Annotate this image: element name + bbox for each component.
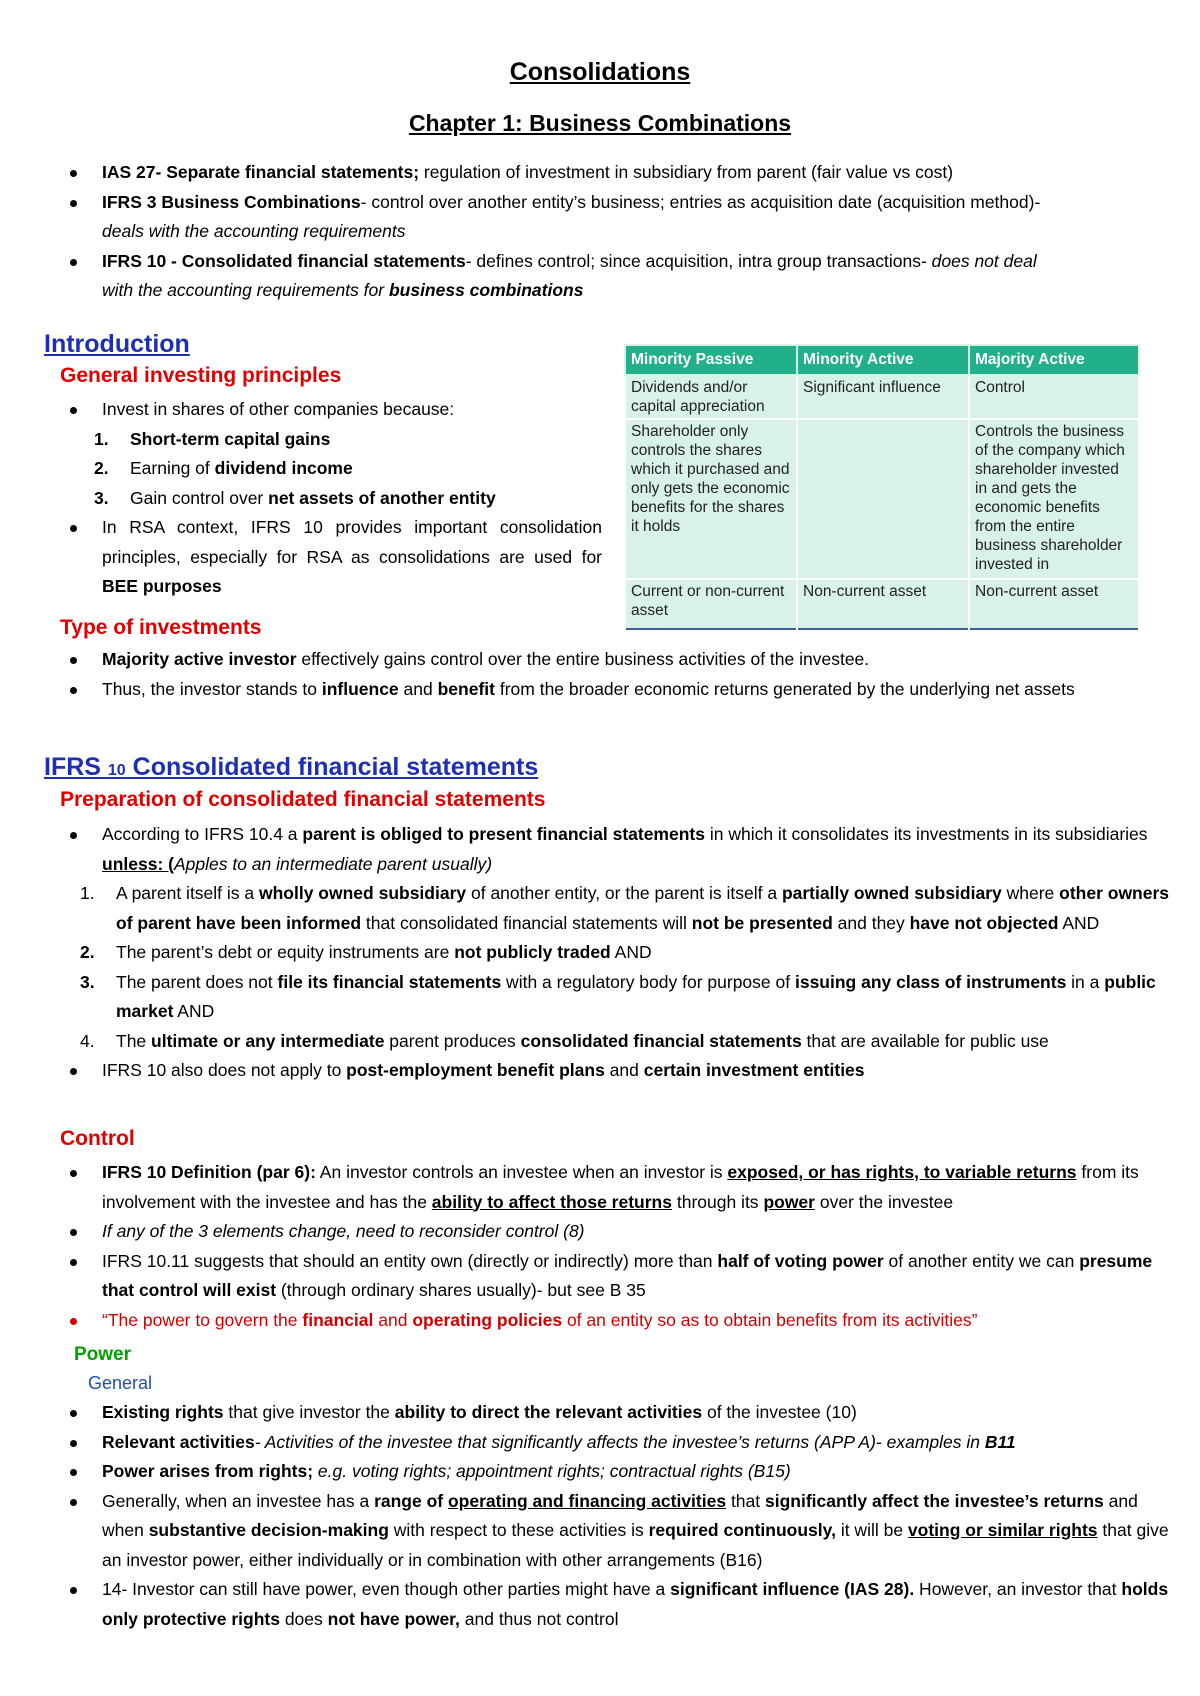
table-header-row — [625, 345, 1139, 375]
list-item: Generally, when an investee has a range of operating and financing activities that significantly affect the investee’s returns and when substantive decision-making with respect to these activities is required continuously, it will be voting or similar rights that give an investor power, either individually or in combination with other arrangements (B16) — [62, 1487, 1182, 1576]
investment-types-heading: Type of investments — [60, 616, 262, 639]
general-subheading: General — [88, 1373, 153, 1393]
list-item: According to IFRS 10.4 a parent is obliged to present financial statements in which it consolidates its investments in its subsidiaries unless: (Apples to an intermediate parent usually) — [62, 820, 1182, 879]
table-row — [625, 579, 1139, 629]
investing-principles-list — [62, 395, 602, 602]
list-item: Existing rights that give investor the ability to direct the relevant activities of the investee (10) — [62, 1398, 1182, 1428]
preparation-list — [62, 820, 1182, 1086]
column-header: Majority Active — [969, 345, 1139, 375]
power-list — [62, 1398, 1182, 1634]
list-item: 14- Investor can still have power, even though other parties might have a significant influence (IAS 28). However, an investor that holds only protective rights does not have power, and thus not control — [62, 1575, 1182, 1634]
table-cell: Non-current asset — [969, 579, 1139, 629]
table-cell: Control — [969, 375, 1139, 419]
list-item: IFRS 10 Definition (par 6): An investor controls an investee when an investor is exposed, or has rights, to variable returns from its involvement with the investee and has the ability to affect those returns through its power over the investee — [62, 1158, 1182, 1217]
control-heading: Control — [60, 1127, 135, 1150]
list-item: 1. Short-term capital gains — [94, 428, 331, 449]
list-item: Relevant activities- Activities of the investee that significantly affects the investee’s returns (APP A)- examples in B11 — [62, 1428, 1182, 1458]
preparation-heading: Preparation of consolidated financial statements — [60, 788, 546, 811]
investment-types-list — [62, 645, 1182, 704]
document-title: Consolidations — [509, 58, 691, 86]
column-header: Minority Active — [797, 345, 969, 375]
list-item: 2. Earning of dividend income — [94, 458, 353, 478]
investing-principles-heading: General investing principles — [60, 364, 342, 387]
control-list — [62, 1158, 1182, 1335]
ifrs10-heading: IFRS 10 Consolidated financial statements — [44, 753, 539, 781]
power-heading: Power — [74, 1344, 132, 1365]
table-cell: Controls the business of the company which shareholder invested in and gets the economic benefits from the entire business shareholder invested in — [969, 419, 1139, 579]
standards-list — [62, 158, 1182, 306]
list-item: “The power to govern the financial and operating policies of an entity so as to obtain benefits from its activities” — [62, 1306, 1182, 1336]
list-item: IFRS 10.11 suggests that should an entity own (directly or indirectly) more than half of voting power of another entity we can presume that control will exist (through ordinary shares usually)- but see B 35 — [62, 1247, 1182, 1306]
investor-types-table — [624, 344, 1140, 630]
list-item: IFRS 3 Business Combinations- control over another entity’s business; entries as acquisition date (acquisition method)- deals with the accounting requirements — [62, 188, 1182, 247]
list-item: 1. A parent itself is a wholly owned subsidiary of another entity, or the parent is itself a partially owned subsidiary where other owners of parent have been informed that consolidated financial statements will not be presented and they have not objected AND — [80, 883, 1170, 933]
introduction-heading: Introduction — [44, 330, 190, 358]
list-item: 3. Gain control over net assets of another entity — [94, 487, 496, 508]
list-item: IAS 27- Separate financial statements; regulation of investment in subsidiary from parent (fair value vs cost) — [62, 158, 1182, 188]
table-cell — [797, 419, 969, 579]
list-item: IFRS 10 - Consolidated financial statements- defines control; since acquisition, intra group transactions- does not deal with the accounting requirements for business combinations — [62, 247, 1182, 306]
column-header: Minority Passive — [625, 345, 797, 375]
table-cell: Shareholder only controls the shares which it purchased and only gets the economic benefits for the shares it holds — [625, 419, 797, 579]
list-item: Thus, the investor stands to influence and benefit from the broader economic returns generated by the underlying net assets — [62, 675, 1182, 705]
list-item: If any of the 3 elements change, need to reconsider control (8) — [62, 1217, 1182, 1247]
table-cell: Significant influence — [797, 375, 969, 419]
list-item: Majority active investor effectively gains control over the entire business activities of the investee. — [62, 645, 1182, 675]
list-item: 3. The parent does not file its financial statements with a regulatory body for purpose of issuing any class of instruments in a public market AND — [80, 971, 1156, 1021]
table-row — [625, 419, 1139, 579]
chapter-title: Chapter 1: Business Combinations — [408, 110, 792, 136]
table-cell: Non-current asset — [797, 579, 969, 629]
list-item: Invest in shares of other companies because: — [62, 395, 602, 425]
list-item: 4. The ultimate or any intermediate parent produces consolidated financial statements that are available for public use — [80, 1030, 1049, 1051]
list-item: Power arises from rights; e.g. voting rights; appointment rights; contractual rights (B15) — [62, 1457, 1182, 1487]
table-cell: Dividends and/or capital appreciation — [625, 375, 797, 419]
list-item: IFRS 10 also does not apply to post-employment benefit plans and certain investment entities — [62, 1056, 1182, 1086]
list-item: In RSA context, IFRS 10 provides important consolidation principles, especially for RSA as consolidations are used for BEE purposes — [62, 513, 602, 602]
table-row — [625, 375, 1139, 419]
list-item: 2. The parent’s debt or equity instruments are not publicly traded AND — [80, 942, 652, 962]
table-cell: Current or non-current asset — [625, 579, 797, 629]
